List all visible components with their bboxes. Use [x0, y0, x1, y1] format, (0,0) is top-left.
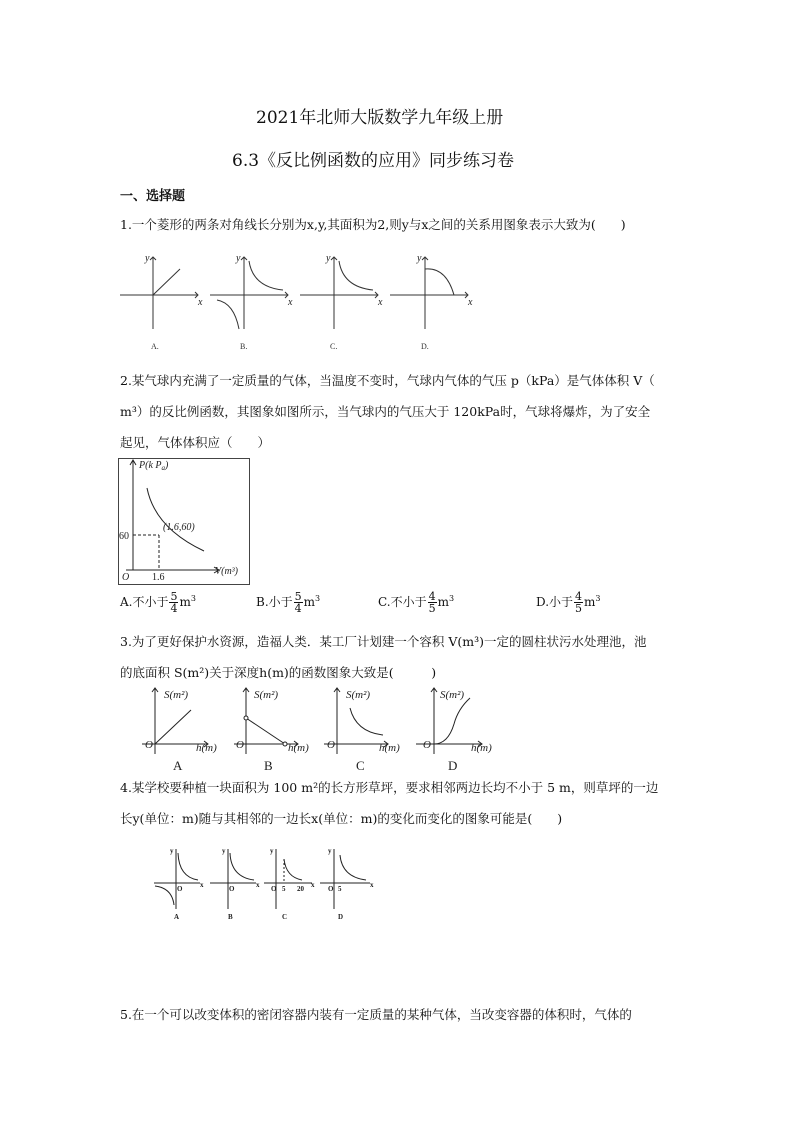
q4-c-tick-20: 20 [297, 885, 304, 893]
q2-tick-1-6: 1.6 [152, 572, 165, 583]
q1-label-d: D. [421, 342, 429, 351]
question-3-line-1: 3.为了更好保护水资源，造福人类．某工厂计划建一个容积 V(m³)一定的圆柱状污水处理池，池 [120, 634, 647, 649]
q4-d-x-label: x [370, 881, 374, 889]
q4-a-y-label: y [170, 847, 174, 855]
q4-a-origin: O [177, 885, 183, 893]
question-4-line-1: 4.某学校要种植一块面积为 100 m²的长方形草坪，要求相邻两边长均不小于 5 m，则草坪的一边 [120, 780, 659, 795]
q4-c-y-label: y [270, 847, 274, 855]
q1-b-y-label: y [236, 253, 241, 264]
question-2-line-1: 2.某气球内充满了一定质量的气体，当温度不变时，气球内气体的气压 p（kPa）是气体体积 V（ [120, 373, 655, 388]
q2-x-axis-label: V(m³) [215, 566, 238, 577]
q2-tick-60: 60 [119, 531, 129, 542]
q1-c-x-label: x [378, 297, 383, 308]
q3-a-y-label: S(m²) [164, 689, 189, 701]
q4-a-x-label: x [200, 881, 204, 889]
question-5-line-1: 5.在一个可以改变体积的密闭容器内装有一定质量的某种气体，当改变容器的体积时，气体的 [120, 1007, 632, 1022]
q1-d-x-label: x [468, 297, 473, 308]
q4-label-a: A [174, 913, 180, 921]
question-3-line-2: 的底面积 S(m²)关于深度h(m)的函数图象大致是( ) [120, 665, 437, 680]
q2-y-axis-end: ) [165, 460, 169, 471]
svg-text:P(k Pa) [138, 460, 169, 472]
question-2-line-2: m³）的反比例函数，其图象如图所示，当气球内的气压大于 120kPa时，气球将爆炸，为了安全 [120, 404, 651, 419]
q3-label-a: A [173, 758, 183, 773]
q1-label-a: A. [151, 342, 159, 351]
q3-a-origin: O [145, 739, 153, 751]
q3-d-x-label: h(m) [471, 742, 492, 754]
page-title: 2021年北师大版数学九年级上册 [256, 108, 504, 128]
q3-b-x-label: h(m) [288, 742, 309, 754]
q1-graphs [118, 247, 498, 357]
q2-option-a: A.不小于 $\frac{5}{4}$ $m^3$ [120, 590, 196, 615]
q4-c-x-label: x [311, 881, 315, 889]
q3-c-origin: O [327, 739, 335, 751]
question-4-line-2: 长y(单位：m)随与其相邻的一边长x(单位：m)的变化而变化的图象可能是( ) [120, 811, 563, 826]
q4-d-origin: O [328, 885, 334, 893]
q3-graphs [138, 684, 508, 776]
q4-label-b: B [228, 913, 233, 921]
q1-b-x-label: x [288, 297, 293, 308]
q3-label-b: B [264, 758, 273, 773]
q2-y-axis-label: P(k P [139, 460, 162, 471]
q3-b-origin: O [236, 739, 244, 751]
q3-label-d: D [448, 758, 458, 773]
q1-d-y-label: y [417, 253, 422, 264]
q4-b-y-label: y [222, 847, 226, 855]
q3-d-origin: O [423, 739, 431, 751]
q1-c-y-label: y [326, 253, 331, 264]
q4-b-x-label: x [256, 881, 260, 889]
q2-graph [118, 458, 250, 585]
q3-c-x-label: h(m) [379, 742, 400, 754]
q4-c-origin: O [271, 885, 277, 893]
q4-d-y-label: y [328, 847, 332, 855]
q3-a-x-label: h(m) [196, 742, 217, 754]
page-subtitle: 6.3《反比例函数的应用》同步练习卷 [232, 151, 515, 171]
q3-c-y-label: S(m²) [346, 689, 371, 701]
q1-label-c: C. [330, 342, 338, 351]
q2-option-d: D.小于 $\frac{4}{5}$ $m^3$ [536, 590, 601, 615]
q4-label-d: D [338, 913, 344, 921]
q4-label-c: C [282, 913, 288, 921]
q2-point-label: (1.6,60) [163, 522, 195, 533]
q1-label-b: B. [240, 342, 248, 351]
q3-label-c: C [356, 758, 365, 773]
q4-d-tick-5: 5 [338, 885, 342, 893]
q2-option-c: C.不小于 $\frac{4}{5}$ $m^3$ [378, 590, 455, 615]
section-heading: 一、选择题 [120, 189, 186, 204]
q4-b-origin: O [229, 885, 235, 893]
question-1-text: 1.一个菱形的两条对角线长分别为x,y,其面积为2,则y与x之间的关系用图象表示大致为( ) [120, 217, 626, 232]
q2-y-axis-sub: a [161, 464, 165, 472]
q4-graphs [152, 845, 382, 925]
q4-c-tick-5: 5 [282, 885, 286, 893]
question-2-line-3: 起见，气体体积应（ ） [120, 435, 271, 450]
q3-d-y-label: S(m²) [440, 689, 465, 701]
q2-origin: O [122, 572, 130, 583]
q2-option-b: B.小于 $\frac{5}{4}$ $m^3$ [256, 590, 321, 615]
q1-a-x-label: x [198, 297, 203, 308]
q3-b-y-label: S(m²) [254, 689, 279, 701]
q1-a-y-label: y [145, 253, 150, 264]
